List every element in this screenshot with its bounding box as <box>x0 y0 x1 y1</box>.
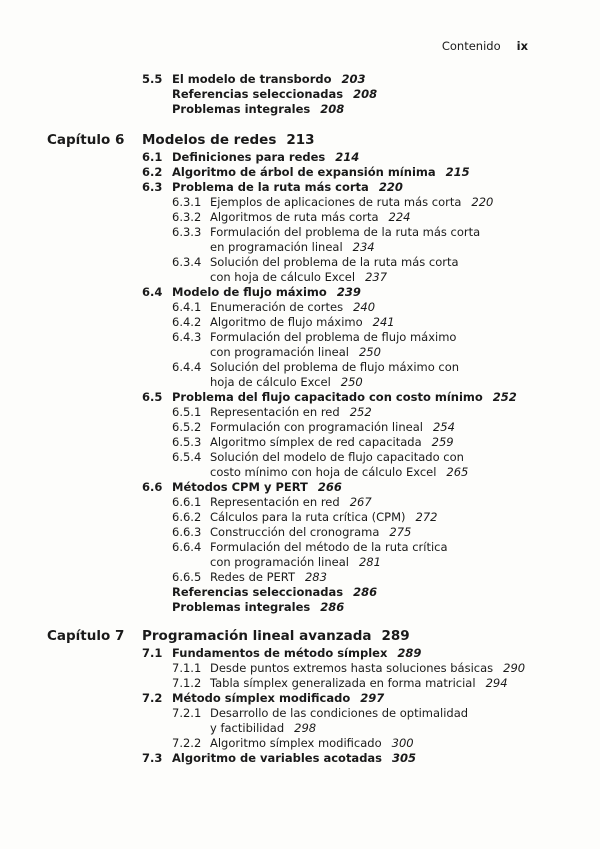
toc-entry-continuation[interactable] <box>0 345 600 360</box>
entry-title: Solución del problema de la ruta más corta <box>210 255 459 269</box>
entry-page: 234 <box>352 240 375 254</box>
entry-page: 298 <box>294 721 317 735</box>
entry-number: 7.2.2 <box>172 736 202 750</box>
entry-page: 214 <box>335 150 360 164</box>
entry-title: Algoritmo de variables acotadas <box>172 751 383 765</box>
entry-title: Referencias seleccionadas <box>172 585 344 599</box>
entry-title: El modelo de transbordo <box>172 72 332 86</box>
entry-page: 286 <box>353 585 378 599</box>
entry-number: 6.6.3 <box>172 525 202 539</box>
entry-page: 250 <box>358 345 381 359</box>
entry-page: 241 <box>372 315 395 329</box>
toc-entry-continuation[interactable] <box>0 270 600 285</box>
chapter-heading[interactable] <box>0 627 600 646</box>
entry-number: 6.4.3 <box>172 330 202 344</box>
entry-number: 6.3.1 <box>172 195 202 209</box>
entry-page: 239 <box>336 285 361 299</box>
toc-entry[interactable] <box>0 510 600 525</box>
entry-title: Formulación con programación lineal <box>210 420 423 434</box>
entry-number: 6.6.4 <box>172 540 202 554</box>
entry-number: 6.5.1 <box>172 405 202 419</box>
entry-page: 272 <box>415 510 438 524</box>
toc-entry[interactable] <box>0 585 600 600</box>
entry-page: 259 <box>431 435 454 449</box>
chapter-title: Modelos de redes <box>142 132 277 148</box>
toc-entry[interactable] <box>0 195 600 210</box>
entry-page: 240 <box>353 300 376 314</box>
entry-title: Tabla símplex generalizada en forma matricial <box>210 676 476 690</box>
toc-entry[interactable] <box>0 661 600 676</box>
entry-page: 220 <box>471 195 494 209</box>
entry-number: 6.1 <box>142 150 163 164</box>
entry-number: 6.3.3 <box>172 225 202 239</box>
page-number: ix <box>516 39 528 53</box>
entry-page: 305 <box>392 751 417 765</box>
entry-title-continuation: en programación lineal <box>210 240 343 254</box>
entry-number: 6.5.4 <box>172 450 202 464</box>
entry-number: 7.1.2 <box>172 676 202 690</box>
entry-page: 294 <box>485 676 508 690</box>
entry-title-continuation: con programación lineal <box>210 555 349 569</box>
entry-page: 220 <box>378 180 403 194</box>
toc-entry[interactable] <box>0 706 600 721</box>
entry-number: 7.2 <box>142 691 163 705</box>
toc-entry-continuation[interactable] <box>0 465 600 480</box>
entry-number: 6.4.1 <box>172 300 202 314</box>
entry-number: 6.6.1 <box>172 495 202 509</box>
entry-title: Formulación del problema de flujo máximo <box>210 330 457 344</box>
toc-entry-continuation[interactable] <box>0 555 600 570</box>
entry-number: 6.4 <box>142 285 163 299</box>
entry-title-continuation: y factibilidad <box>210 721 285 735</box>
entry-number: 6.5 <box>142 390 163 404</box>
toc-entry[interactable] <box>0 676 600 691</box>
entry-title: Métodos CPM y PERT <box>172 480 308 494</box>
entry-title: Problema de la ruta más corta <box>172 180 369 194</box>
entry-page: 283 <box>304 570 327 584</box>
entry-page: 281 <box>358 555 381 569</box>
toc-entry-continuation[interactable] <box>0 375 600 390</box>
entry-title: Solución del problema de flujo máximo con <box>210 360 460 374</box>
entry-title: Modelo de flujo máximo <box>172 285 327 299</box>
entry-title-continuation: con programación lineal <box>210 345 349 359</box>
toc-entry[interactable] <box>0 300 600 315</box>
entry-title: Construcción del cronograma <box>210 525 380 539</box>
chapter-5-tail <box>0 72 600 117</box>
entry-page: 300 <box>391 736 414 750</box>
entry-title: Fundamentos de método símplex <box>172 646 388 660</box>
entry-page: 252 <box>492 390 517 404</box>
entry-title: Definiciones para redes <box>172 150 326 164</box>
entry-number: 6.3.2 <box>172 210 202 224</box>
toc-entry[interactable] <box>0 435 600 450</box>
entry-number: 5.5 <box>142 72 163 86</box>
toc-entry[interactable] <box>0 405 600 420</box>
entry-number: 6.5.2 <box>172 420 202 434</box>
entry-title-continuation: costo mínimo con hoja de cálculo Excel <box>210 465 437 479</box>
chapter-title: Programación lineal avanzada <box>142 628 372 644</box>
toc-entry[interactable] <box>0 165 600 180</box>
entry-number: 6.6.5 <box>172 570 202 584</box>
entry-title: Formulación del método de la ruta crítica <box>210 540 448 554</box>
toc-entry[interactable] <box>0 210 600 225</box>
entry-title: Solución del modelo de flujo capacitado con <box>210 450 464 464</box>
entry-number: 6.3 <box>142 180 163 194</box>
toc-entry[interactable] <box>0 736 600 751</box>
entry-page: 224 <box>388 210 411 224</box>
toc-entry[interactable] <box>0 570 600 585</box>
running-title: Contenido <box>441 39 501 53</box>
chapter-label: Capítulo 6 <box>47 132 125 148</box>
entry-number: 7.1 <box>142 646 163 660</box>
entry-title: Método símplex modificado <box>172 691 351 705</box>
entry-title: Desarrollo de las condiciones de optimalidad <box>210 706 469 720</box>
toc-entry[interactable] <box>0 495 600 510</box>
toc-entry[interactable] <box>0 751 600 766</box>
toc-entry[interactable] <box>0 646 600 661</box>
toc-entry[interactable] <box>0 691 600 706</box>
entry-title: Redes de PERT <box>210 570 295 584</box>
entry-number: 7.1.1 <box>172 661 202 675</box>
entry-title: Algoritmo símplex de red capacitada <box>210 435 422 449</box>
toc-entry[interactable] <box>0 285 600 300</box>
toc-entry[interactable] <box>0 180 600 195</box>
chapter-label: Capítulo 7 <box>47 628 125 644</box>
toc-entry[interactable] <box>0 420 600 435</box>
entry-title: Formulación del problema de la ruta más corta <box>210 225 481 239</box>
entry-title: Cálculos para la ruta crítica (CPM) <box>210 510 406 524</box>
toc-entry[interactable] <box>0 600 600 615</box>
toc-entry-continuation[interactable] <box>0 240 600 255</box>
entry-title: Problemas integrales <box>172 600 311 614</box>
entry-page: 286 <box>320 600 345 614</box>
toc-entry[interactable] <box>0 450 600 465</box>
entry-title-continuation: con hoja de cálculo Excel <box>210 270 356 284</box>
entry-page: 267 <box>349 495 372 509</box>
entry-page: 297 <box>360 691 385 705</box>
toc-entry[interactable] <box>0 225 600 240</box>
entry-title: Enumeración de cortes <box>210 300 344 314</box>
toc-entry[interactable] <box>0 102 600 117</box>
toc-entry[interactable] <box>0 360 600 375</box>
entry-page: 275 <box>389 525 412 539</box>
entry-number: 6.6 <box>142 480 163 494</box>
running-header <box>442 39 528 53</box>
entry-page: 266 <box>317 480 342 494</box>
toc-entry[interactable] <box>0 390 600 405</box>
entry-page: 208 <box>353 87 378 101</box>
chapter-page: 213 <box>286 132 315 148</box>
entry-title: Algoritmo símplex modificado <box>210 736 382 750</box>
chapter-6 <box>0 131 600 615</box>
entry-page: 237 <box>365 270 388 284</box>
entry-title: Problemas integrales <box>172 102 311 116</box>
entry-number: 7.2.1 <box>172 706 202 720</box>
entry-number: 6.6.2 <box>172 510 202 524</box>
entry-title: Desde puntos extremos hasta soluciones básicas <box>210 661 494 675</box>
entry-page: 290 <box>503 661 526 675</box>
toc-entry[interactable] <box>0 87 600 102</box>
entry-title: Representación en red <box>210 495 340 509</box>
chapter-heading[interactable] <box>0 131 600 150</box>
toc-entry[interactable] <box>0 255 600 270</box>
entry-page: 289 <box>397 646 422 660</box>
toc-entry[interactable] <box>0 540 600 555</box>
toc-entry[interactable] <box>0 150 600 165</box>
entry-page: 215 <box>445 165 470 179</box>
entry-page: 265 <box>446 465 469 479</box>
entry-page: 208 <box>320 102 345 116</box>
entry-title: Algoritmo de árbol de expansión mínima <box>172 165 436 179</box>
chapter-page: 289 <box>381 628 410 644</box>
toc-entry[interactable] <box>0 480 600 495</box>
entry-title: Algoritmos de ruta más corta <box>210 210 379 224</box>
chapter-7 <box>0 627 600 766</box>
toc-entry[interactable] <box>0 330 600 345</box>
toc-entry[interactable] <box>0 72 600 87</box>
entry-title: Algoritmo de flujo máximo <box>210 315 363 329</box>
toc-entry[interactable] <box>0 315 600 330</box>
entry-page: 254 <box>432 420 455 434</box>
entry-title: Referencias seleccionadas <box>172 87 344 101</box>
toc-entry-continuation[interactable] <box>0 721 600 736</box>
entry-number: 7.3 <box>142 751 163 765</box>
entry-title: Representación en red <box>210 405 340 419</box>
entry-number: 6.4.4 <box>172 360 202 374</box>
entry-number: 6.3.4 <box>172 255 202 269</box>
entry-page: 252 <box>349 405 372 419</box>
entry-title: Ejemplos de aplicaciones de ruta más corta <box>210 195 462 209</box>
entry-page: 250 <box>340 375 363 389</box>
entry-number: 6.2 <box>142 165 163 179</box>
entry-number: 6.4.2 <box>172 315 202 329</box>
entry-title-continuation: hoja de cálculo Excel <box>210 375 331 389</box>
entry-number: 6.5.3 <box>172 435 202 449</box>
entry-page: 203 <box>341 72 366 86</box>
toc-entry[interactable] <box>0 525 600 540</box>
entry-title: Problema del flujo capacitado con costo mínimo <box>172 390 483 404</box>
